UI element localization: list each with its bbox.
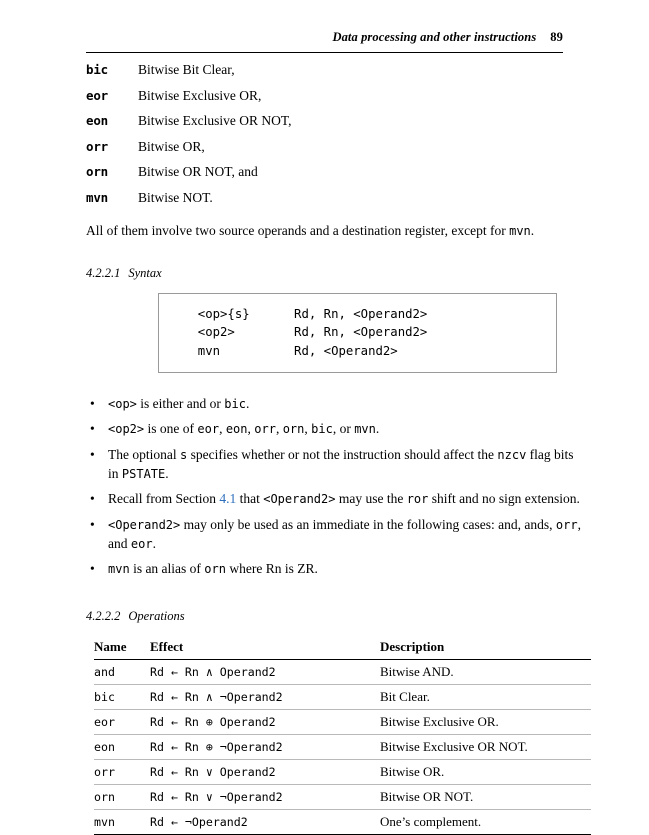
inline-text: The optional [108,447,180,463]
bullet-text [108,395,585,414]
cell-effect: Rd ← ¬Operand2 [150,809,380,834]
opcode-name: mvn [86,189,108,205]
opcode-name: bic [86,62,108,77]
syntax-code-block [158,293,557,373]
syntax-heading-title: Syntax [128,265,162,280]
header-divider [86,52,563,53]
opcode-description: Bitwise OR, [138,138,205,154]
page-number: 89 [550,30,563,44]
opcode-name: eor [86,87,108,103]
inline-text: . [245,395,250,411]
cell-description: Bitwise OR. [380,759,591,784]
opcode-description: Bitwise NOT. [138,189,213,205]
inline-code: orn [282,422,305,437]
opcode-name: orr [86,138,108,154]
bullet-marker: • [90,516,95,532]
inline-code: <Operand2> [263,492,336,507]
paragraph-text-2: . [530,222,535,238]
list-item [86,113,585,129]
section-link[interactable]: 4.1 [219,491,237,507]
cell-name: orr [94,759,150,784]
inline-code: <op2> [108,422,145,437]
opcode-description: Bitwise Exclusive OR NOT, [138,113,292,128]
inline-code: PSTATE [121,466,166,481]
cell-effect: Rd ← Rn ∨ ¬Operand2 [150,784,380,809]
inline-text: is either and or [136,395,225,411]
operations-heading-title: Operations [128,608,185,623]
paragraph-mono-term: mvn [509,223,531,238]
inline-text: that [236,491,264,507]
inline-code: mvn [108,562,130,577]
list-item [86,446,585,483]
inline-text: , and [108,516,581,551]
bullet-text [108,446,585,483]
inline-code: eor [197,422,220,437]
inline-text: flag bits in [108,447,574,481]
inline-code: ror [406,492,429,507]
bullet-marker: • [90,395,95,411]
list-item [86,560,585,579]
opcode-list [86,62,585,206]
inline-code: s [179,448,188,463]
operations-heading-number: 4.2.2.2 [86,608,121,623]
inline-code: <Operand2> [108,517,181,532]
operations-heading [86,609,585,624]
table-row [94,684,591,709]
cell-description: Bitwise Exclusive OR. [380,709,591,734]
inline-text: Recall from Section [108,491,220,507]
cell-description: Bitwise AND. [380,659,591,684]
inline-text: , [275,421,283,437]
opcode-description: Bitwise Exclusive OR, [138,87,262,103]
paragraph-text-1: All of them involve two source operands and a destination register, except for [86,222,510,238]
syntax-heading [86,266,585,281]
list-item [86,164,585,180]
inline-text: . [152,535,156,551]
inline-code: nzcv [497,448,527,463]
column-header-description: Description [380,636,591,660]
inline-text: may use the [335,491,407,507]
cell-name: mvn [94,809,150,834]
cell-name: bic [94,684,150,709]
inline-text: where Rn is ZR. [225,561,318,577]
column-header-effect: Effect [150,636,380,660]
syntax-notes-list [86,395,585,579]
list-item [86,62,585,78]
opcode-description: Bitwise Bit Clear, [138,62,235,77]
list-item [86,395,585,414]
inline-text: is one of [144,421,198,437]
inline-code: orr [254,422,276,437]
cell-effect: Rd ← Rn ∨ Operand2 [150,759,380,784]
inline-text: is an alias of [129,561,205,577]
bullet-marker: • [90,421,95,437]
bullet-text [108,560,585,579]
cell-description: One’s complement. [380,809,591,834]
cell-name: eon [94,734,150,759]
code-line: <op2> Rd, Rn, <Operand2> [183,325,428,340]
bullet-marker: • [90,491,95,507]
inline-text: , [304,421,312,437]
table-header-row [94,636,591,660]
inline-code: mvn [354,422,376,437]
table-row [94,809,591,834]
bullet-marker: • [90,447,95,463]
page-header [86,30,563,45]
opcode-name: orn [86,164,108,179]
bullet-marker: • [90,561,95,577]
cell-description: Bitwise OR NOT. [380,784,591,809]
cell-effect: Rd ← Rn ∧ Operand2 [150,659,380,684]
inline-code: eor [130,536,153,551]
cell-name: and [94,659,150,684]
cell-name: eor [94,709,150,734]
inline-text: , [219,421,226,437]
list-item [86,490,585,509]
inline-text: , or [332,421,355,437]
bullet-text [108,420,585,439]
inline-code: orn [204,562,226,577]
syntax-heading-number: 4.2.2.1 [86,265,121,280]
column-header-name: Name [94,636,150,660]
page-content [86,62,585,835]
inline-text: may only be used as an immediate in the following cases: and, ands, [180,516,556,532]
cell-name: orn [94,784,150,809]
inline-text: . [375,421,380,437]
table-row [94,759,591,784]
table-row [94,734,591,759]
bullet-text [108,516,585,553]
cell-description: Bitwise Exclusive OR NOT. [380,734,591,759]
inline-text: specifies whether or not the instruction should affect the [187,447,498,463]
table-row [94,784,591,809]
inline-code: <op> [108,396,137,411]
list-item [86,190,585,206]
opcode-name: eon [86,113,108,128]
cell-description: Bit Clear. [380,684,591,709]
inline-code: orr [555,517,578,532]
list-item [86,88,585,104]
code-line: <op>{s} Rd, Rn, <Operand2> [183,306,428,321]
inline-text: , [247,421,255,437]
inline-code: bic [224,396,246,411]
operations-table [94,636,591,835]
inline-text: . [165,465,169,481]
cell-effect: Rd ← Rn ∧ ¬Operand2 [150,684,380,709]
inline-code: eon [225,422,248,437]
list-item [86,139,585,155]
list-item [86,420,585,439]
inline-text: shift and no sign extension. [428,491,580,507]
inline-code: bic [311,422,333,437]
list-item [86,516,585,553]
table-row [94,659,591,684]
table-row [94,709,591,734]
code-line: mvn Rd, <Operand2> [183,344,398,359]
cell-effect: Rd ← Rn ⊕ ¬Operand2 [150,734,380,759]
opcode-description: Bitwise OR NOT, and [138,164,258,179]
bullet-text [108,490,585,509]
header-title: Data processing and other instructions [332,30,537,44]
intro-paragraph [86,222,585,240]
cell-effect: Rd ← Rn ⊕ Operand2 [150,709,380,734]
